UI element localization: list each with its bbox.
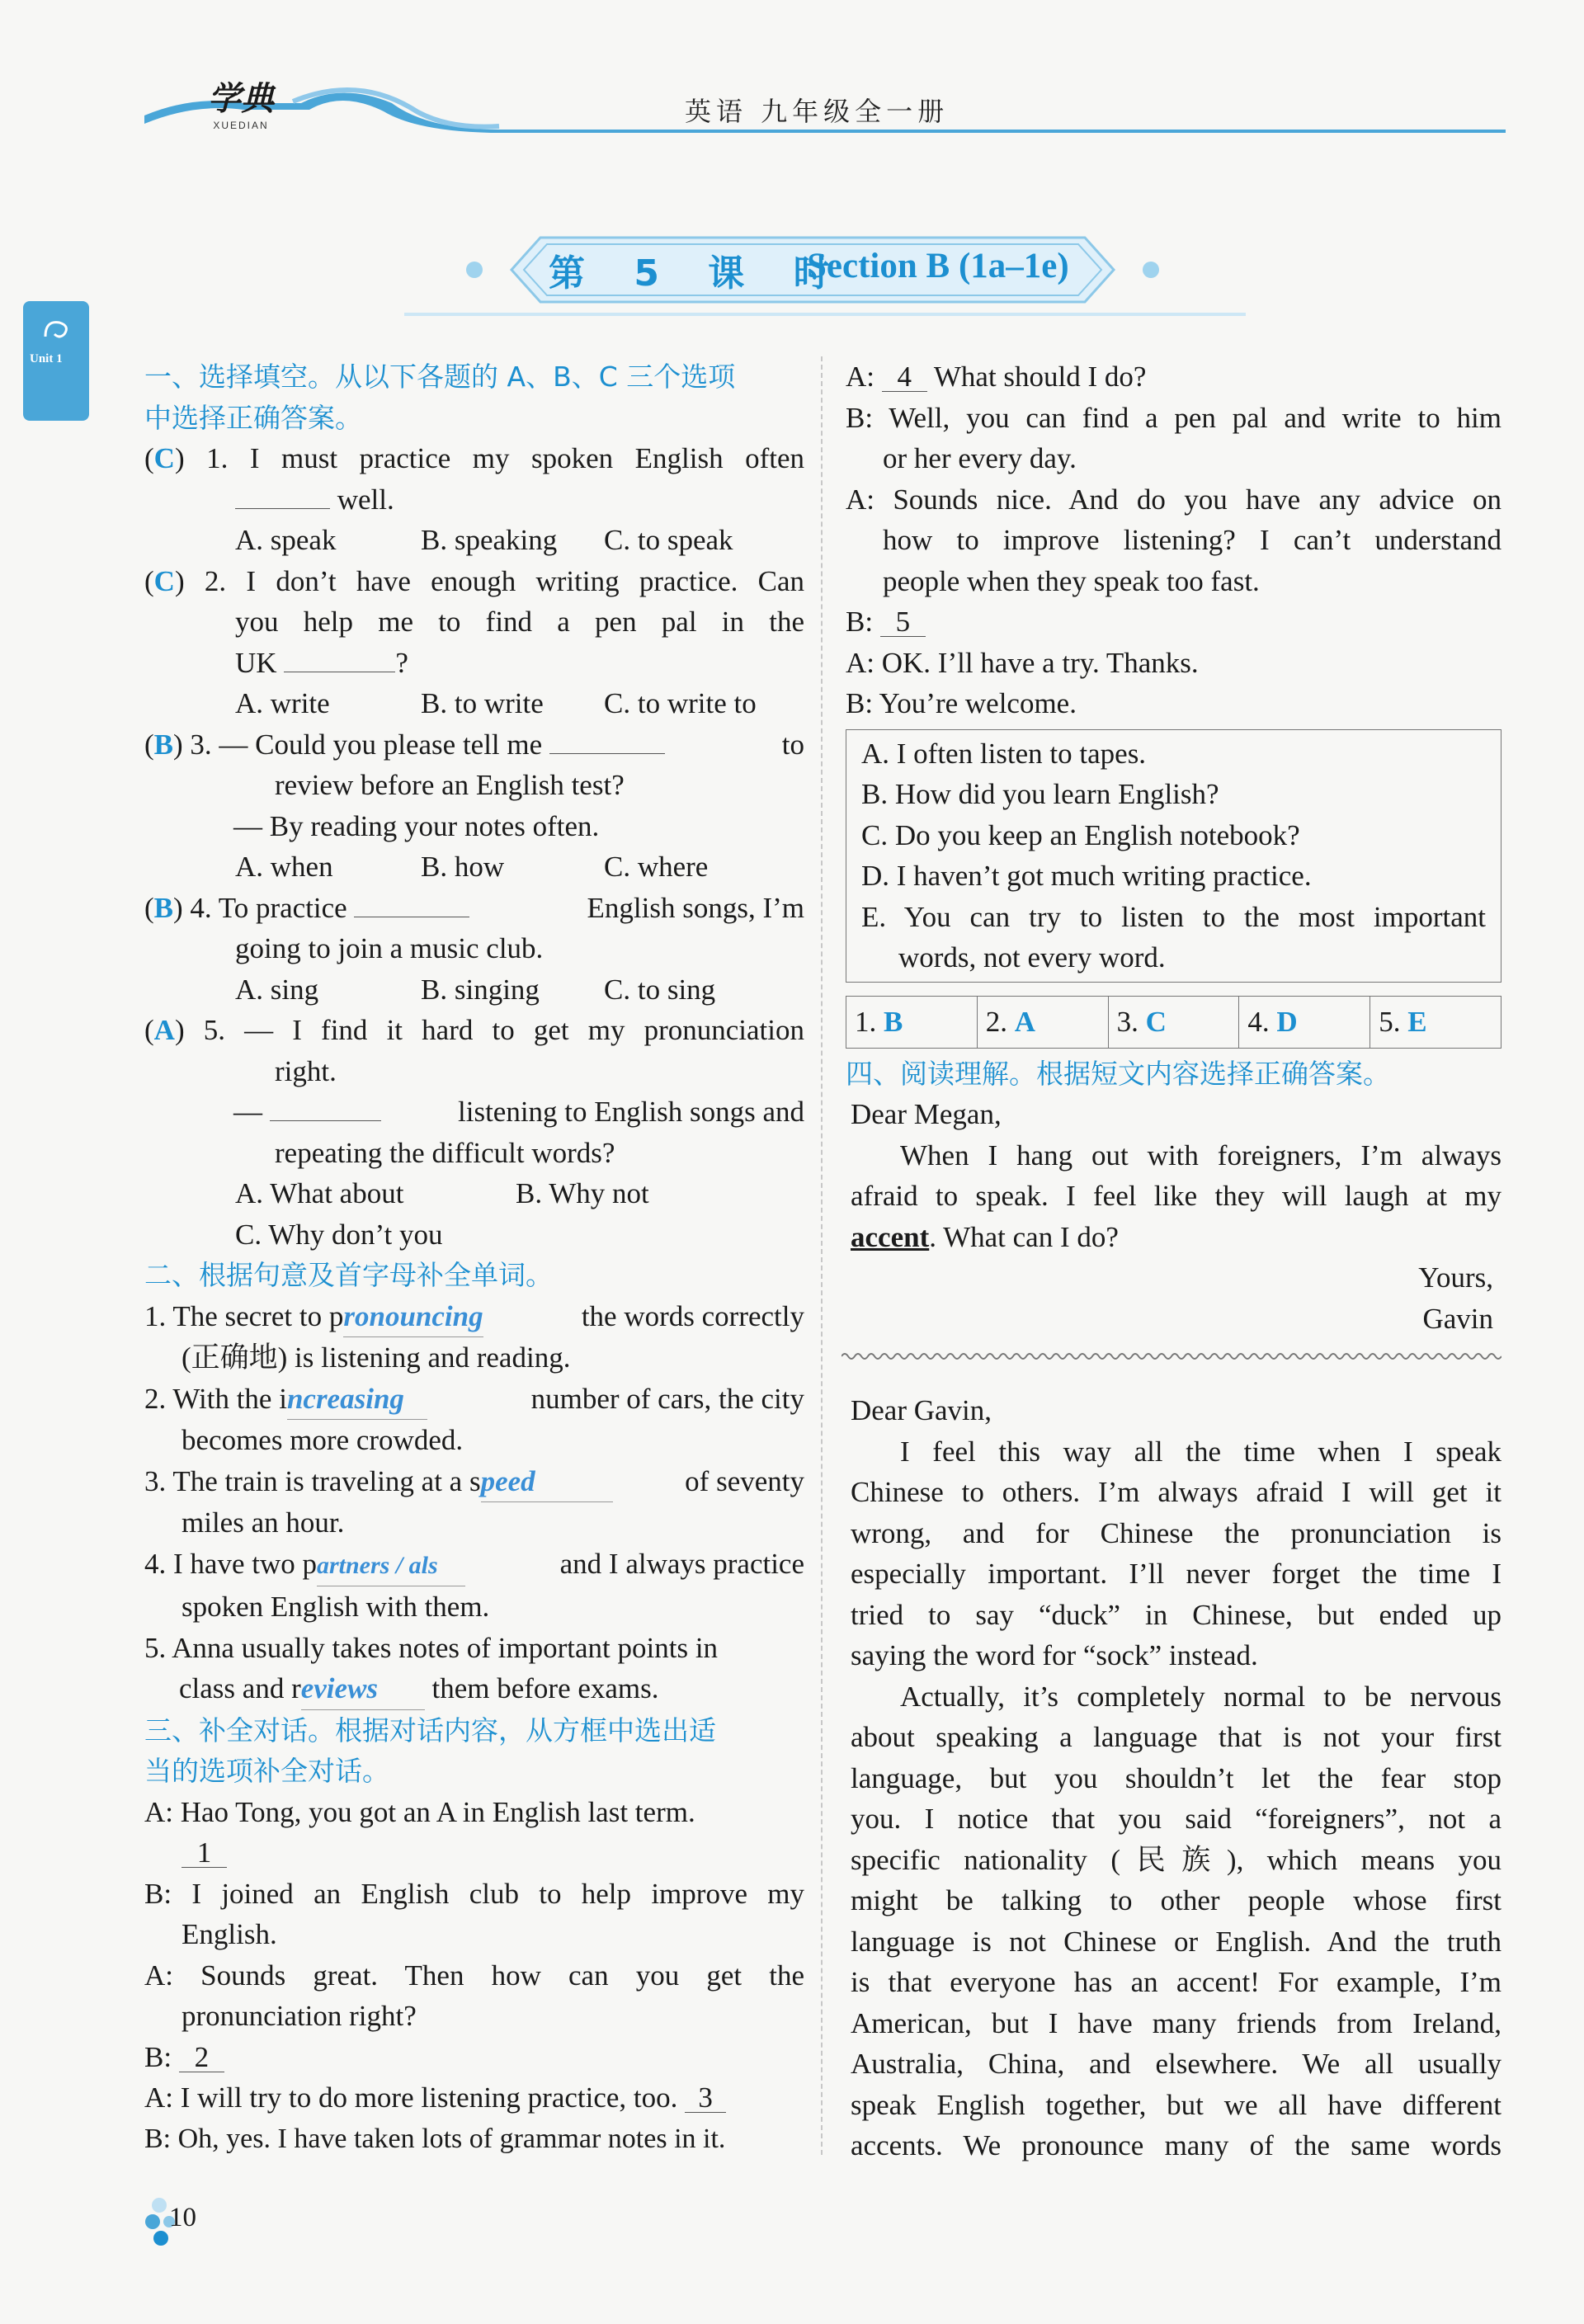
s4-line1: 4. I have two partners / als and I always practice: [144, 1544, 804, 1587]
box-option-d: D. I haven’t got much writing practice.: [861, 860, 1312, 892]
letter2-line: tried to say “duck” in Chinese, but ended up: [851, 1598, 1502, 1631]
q3-line2: review before an English test?: [275, 769, 625, 801]
word-accent: accent: [851, 1220, 930, 1253]
answer-grid: [846, 996, 1502, 1049]
q3-answer: B: [153, 728, 174, 761]
q5-option-c: C. Why don’t you: [235, 1218, 443, 1251]
dialog-r1: A: 4 What should I do?: [846, 361, 1147, 393]
wavy-separator: [842, 1351, 1502, 1361]
s5-line2: class and reviews them before exams.: [144, 1668, 804, 1710]
letter2-line: language, but you shouldn’t let the fear stop: [851, 1761, 1502, 1794]
q4-line1: (B) 4. To practice English songs, I’m: [144, 888, 804, 929]
q2-line2: you help me to find a pen pal in the: [235, 606, 804, 638]
dialog-blank-2-number: 2: [179, 2044, 224, 2072]
banner-underline: [404, 312, 1246, 317]
letter2-line: Actually, it’s completely normal to be nervous: [900, 1680, 1502, 1713]
q2-blank: [284, 643, 395, 672]
q5-options: A. What about B. Why not: [235, 1177, 649, 1209]
dialog-line-6: B: Oh, yes. I have taken lots of grammar notes in it.: [144, 2123, 726, 2154]
dialog-r4: B: 5: [846, 601, 1502, 643]
s3-line2: miles an hour.: [182, 1506, 345, 1539]
q5-line4: repeating the difficult words?: [275, 1136, 615, 1169]
q1-answer: C: [153, 442, 175, 474]
part1-heading-cont: 中选择正确答案。: [144, 401, 362, 434]
q3-line3: — By reading your notes often.: [233, 809, 600, 842]
letter1-greeting: Dear Megan,: [851, 1098, 1002, 1130]
letter1-line3: accent. What can I do?: [851, 1220, 1119, 1253]
s2-answer: ncreasing: [287, 1379, 427, 1421]
section-title: Section B (1a–1e): [807, 247, 1069, 285]
part1-heading: 一、选择填空。从以下各题的 A、B、C 三个选项: [144, 361, 736, 393]
box-option-e: E. You can try to listen to the most important: [861, 900, 1486, 933]
options-box: [846, 729, 1502, 983]
logo-subtitle: XUEDIAN: [213, 120, 269, 131]
s1-answer: ronouncing: [343, 1296, 483, 1338]
answer-cell-1: 1. B: [846, 997, 978, 1048]
book-title: 英语 九年级全一册: [685, 96, 950, 127]
unit-side-tab: [23, 301, 89, 421]
q2-line1: (C) 2. I don’t have enough writing practice. Can: [144, 564, 805, 597]
part2-heading: 二、根据句意及首字母补全单词。: [144, 1259, 553, 1291]
answer-cell-5: 5. E: [1379, 1005, 1427, 1038]
dialog-r3b: how to improve listening? I can’t understand: [883, 524, 1502, 556]
box-option-e-cont: words, not every word.: [898, 941, 1166, 973]
dialog-line-3: A: Sounds great. Then how can you get the: [144, 1959, 804, 1992]
dialog-line-2b: English.: [182, 1918, 277, 1950]
letter2-line: specific nationality (民族), which means you: [851, 1843, 1502, 1876]
dialog-r2: B: Well, you can find a pen pal and write to him: [846, 401, 1502, 434]
letter1-line1: When I hang out with foreigners, I’m always: [900, 1138, 1502, 1171]
q5-line3: — listening to English songs and: [144, 1091, 804, 1133]
s5-answer: eviews: [301, 1668, 425, 1710]
dialog-r3c: people when they speak too fast.: [883, 564, 1260, 597]
q1-line1: (C) 1. I must practice my spoken English often: [144, 442, 804, 474]
letter2-line: language is not Chinese or English. And the truth: [851, 1925, 1502, 1958]
unit-label: Unit 1: [30, 352, 63, 365]
letter2-line: is that everyone has an accent! For example, I’m: [851, 1966, 1502, 1998]
s1-line2: (正确地) is listening and reading.: [182, 1341, 571, 1374]
s3-line1: 3. The train is traveling at a speed of seventy: [144, 1461, 804, 1503]
logo: [191, 73, 290, 130]
column-divider: [821, 356, 823, 2155]
box-option-b: B. How did you learn English?: [861, 778, 1219, 810]
letter1-line2: afraid to speak. I feel like they will laugh at my: [851, 1180, 1502, 1212]
left-column: [144, 356, 804, 2159]
part4-heading: 四、阅读理解。根据短文内容选择正确答案。: [846, 1057, 1390, 1090]
q3-line1: (B) 3. — Could you please tell me to: [144, 724, 804, 766]
letter2-line: Australia, China, and elsewhere. We all usually: [851, 2048, 1502, 2080]
dialog-r3: A: Sounds nice. And do you have any advice on: [846, 483, 1502, 516]
q5-answer: A: [153, 1014, 175, 1046]
q1-options: A. speak B. speaking C. to speak: [235, 524, 733, 556]
letter2-line: Chinese to others. I’m always afraid I will get it: [851, 1476, 1502, 1508]
letter2-line: accents. We pronounce many of the same words: [851, 2129, 1502, 2161]
letter2-line: might be talking to other people whose first: [851, 1884, 1502, 1916]
lesson-number: 第 5 课 时: [549, 252, 848, 295]
logo-text: 学典: [208, 79, 274, 118]
letter2-line: especially important. I’ll never forget the time I: [851, 1558, 1502, 1590]
q4-options: A. sing B. singing C. to sing: [235, 973, 716, 1006]
part3-heading: 三、补全对话。根据对话内容，从方框中选出适: [144, 1714, 716, 1747]
q4-answer: B: [153, 891, 174, 924]
letter2-line: saying the word for “sock” instead.: [851, 1639, 1258, 1671]
dialog-line-5: A: I will try to do more listening practice, too. 3: [144, 2077, 804, 2119]
q4-line2: going to join a music club.: [235, 932, 544, 964]
letter2-line: I feel this way all the time when I speak: [900, 1435, 1502, 1468]
q1-line2: well.: [144, 479, 804, 521]
dialog-line-3b: pronunciation right?: [182, 2000, 417, 2032]
s4-line2: spoken English with them.: [182, 1591, 490, 1623]
letter2-line: wrong, and for Chinese the pronunciation is: [851, 1516, 1502, 1549]
dialog-r5: A: OK. I’ll have a try. Thanks.: [846, 646, 1199, 679]
dialog-r6: B: You’re welcome.: [846, 687, 1077, 719]
box-option-c: C. Do you keep an English notebook?: [861, 818, 1300, 851]
letter2-line: speak English together, but we all have different: [851, 2088, 1502, 2121]
answer-cell-2: 2. A: [978, 997, 1109, 1048]
q1-blank: [235, 480, 330, 509]
dialog-blank-1: [144, 1832, 804, 1874]
answer-cell-3: 3. C: [1109, 997, 1240, 1048]
dialog-line-4: B: 2: [144, 2037, 804, 2078]
part3-heading-cont: 当的选项补全对话。: [144, 1755, 389, 1787]
letter2-line: you. I notice that you said “foreigners”, not a: [851, 1803, 1502, 1835]
s4-answer: artners / als: [317, 1545, 465, 1587]
q4-blank: [354, 889, 469, 917]
q2-answer: C: [153, 564, 175, 597]
dialog-blank-3-number: 3: [685, 2084, 726, 2113]
dialog-blank-5-number: 5: [880, 608, 926, 637]
s3-answer: peed: [481, 1461, 613, 1503]
q3-blank: [549, 725, 665, 754]
s5-line1: 5. Anna usually takes notes of important points in: [144, 1631, 719, 1664]
answer-cell-4: 4. D: [1239, 997, 1370, 1048]
q5-line2: right.: [275, 1054, 337, 1087]
letter1-signature: Gavin: [1422, 1302, 1493, 1335]
letter2-greeting: Dear Gavin,: [851, 1394, 992, 1426]
letter2-body: [846, 1431, 1502, 2166]
q2-line3: UK ?: [144, 643, 804, 684]
dialog-blank-1-number: 1: [182, 1839, 227, 1868]
s1-line1: 1. The secret to pronouncing the words correctly: [144, 1296, 804, 1338]
letter1-closing: Yours,: [1418, 1261, 1493, 1294]
q3-options: A. when B. how C. where: [235, 851, 709, 883]
s2-line1: 2. With the increasing number of cars, the city: [144, 1379, 804, 1421]
dialog-r2b: or her every day.: [883, 442, 1077, 474]
q2-options: A. write B. to write C. to write to: [235, 687, 757, 719]
q5-line1: (A) 5. — I find it hard to get my pronunciation: [144, 1014, 804, 1046]
right-column: [846, 356, 1502, 2166]
swirl-icon: [41, 316, 74, 344]
dialog-line-2: B: I joined an English club to help improve my: [144, 1877, 804, 1910]
letter2-line: American, but I have many friends from Ireland,: [851, 2006, 1502, 2039]
s2-line2: becomes more crowded.: [182, 1424, 464, 1456]
page-number: 10: [169, 2203, 196, 2232]
letter2-line: about speaking a language that is not your first: [851, 1721, 1502, 1753]
dialog-blank-4-number: 4: [882, 363, 927, 392]
dialog-line-1: A: Hao Tong, you got an A in English last term.: [144, 1795, 695, 1828]
box-option-a: A. I often listen to tapes.: [861, 737, 1147, 770]
q5-blank: [270, 1092, 381, 1121]
